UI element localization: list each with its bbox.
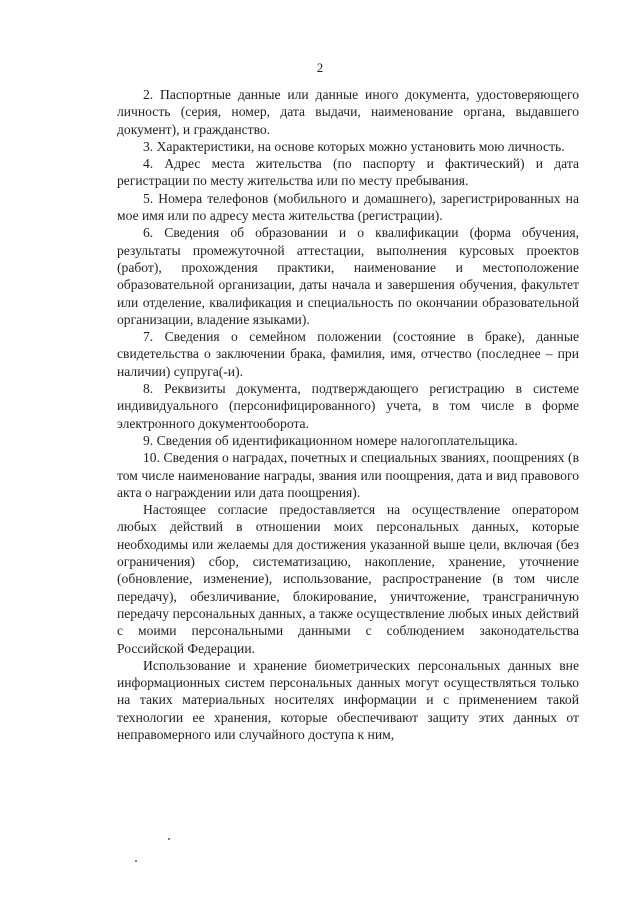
paragraph-characteristics: 3. Характеристики, на основе которых можно установить мою личность. — [143, 138, 565, 154]
scan-speck — [168, 838, 170, 840]
paragraph-awards: 10. Сведения о наградах, почетных и специальных званиях, поощрениях (в том числе наименование награды, звания или поощрения, дата и вид правового акта о награждении или дата поощрения). — [117, 450, 579, 500]
paragraph-passport: 2. Паспортные данные или данные иного документа, удостоверяющего личность (серия, номер, дата выдачи, наименование органа, выдавшего документ), и гражданство. — [117, 87, 579, 137]
document-body — [117, 86, 579, 743]
paragraph-taxpayer-number: 9. Сведения об идентификационном номере налогоплательщика. — [143, 432, 518, 448]
page-number: 2 — [316, 60, 324, 75]
paragraph-phones: 5. Номера телефонов (мобильного и домашнего), зарегистрированных на мое имя или по адресу места жительства (регистрации). — [117, 190, 579, 224]
paragraph-address: 4. Адрес места жительства (по паспорту и фактический) и дата регистрации по месту жительства или по месту пребывания. — [117, 156, 579, 189]
paragraph-education: 6. Сведения об образовании и о квалификации (форма обучения, результаты промежуточной аттестации, выполнения курсовых проектов (работ), прохождения практики, наименование и местоположение образовательной организации, даты начала и завершения обучения, факультет или отделение, квалификация и специальность по окончании образовательной организации, владение языками). — [117, 225, 579, 327]
paragraph-registration-document: 8. Реквизиты документа, подтверждающего регистрацию в системе индивидуального (персонифицированного) учета, в том числе в форме электронного документооборота. — [117, 381, 579, 431]
paragraph-consent-scope: Настоящее согласие предоставляется на осуществление оператором любых действий в отношении моих персональных данных, которые необходимы или желаемы для достижения указанной выше цели, включая (без ограничения) сбор, систематизацию, накопление, хранение, уточнение (обновление, изменение), использование, распространение (в том числе передачу), обезличивание, блокирование, уничтожение, трансграничную передачу персональных данных, а также осуществление любых иных действий с моими персональными данными с соблюдением законодательства Российской Федерации. — [117, 502, 579, 656]
paragraph-biometric-data: Использование и хранение биометрических персональных данных вне информационных систем персональных данных могут осуществляться только на таких материальных носителях информации и с применением такой технологии ее хранения, которые обеспечивают защиту этих данных от неправомерного или случайного доступа к ним, — [117, 657, 579, 742]
scan-speck — [135, 860, 137, 862]
paragraph-family: 7. Сведения о семейном положении (состояние в браке), данные свидетельства о заключении брака, фамилия, имя, отчество (последнее – при наличии) супруга(-и). — [117, 329, 579, 379]
